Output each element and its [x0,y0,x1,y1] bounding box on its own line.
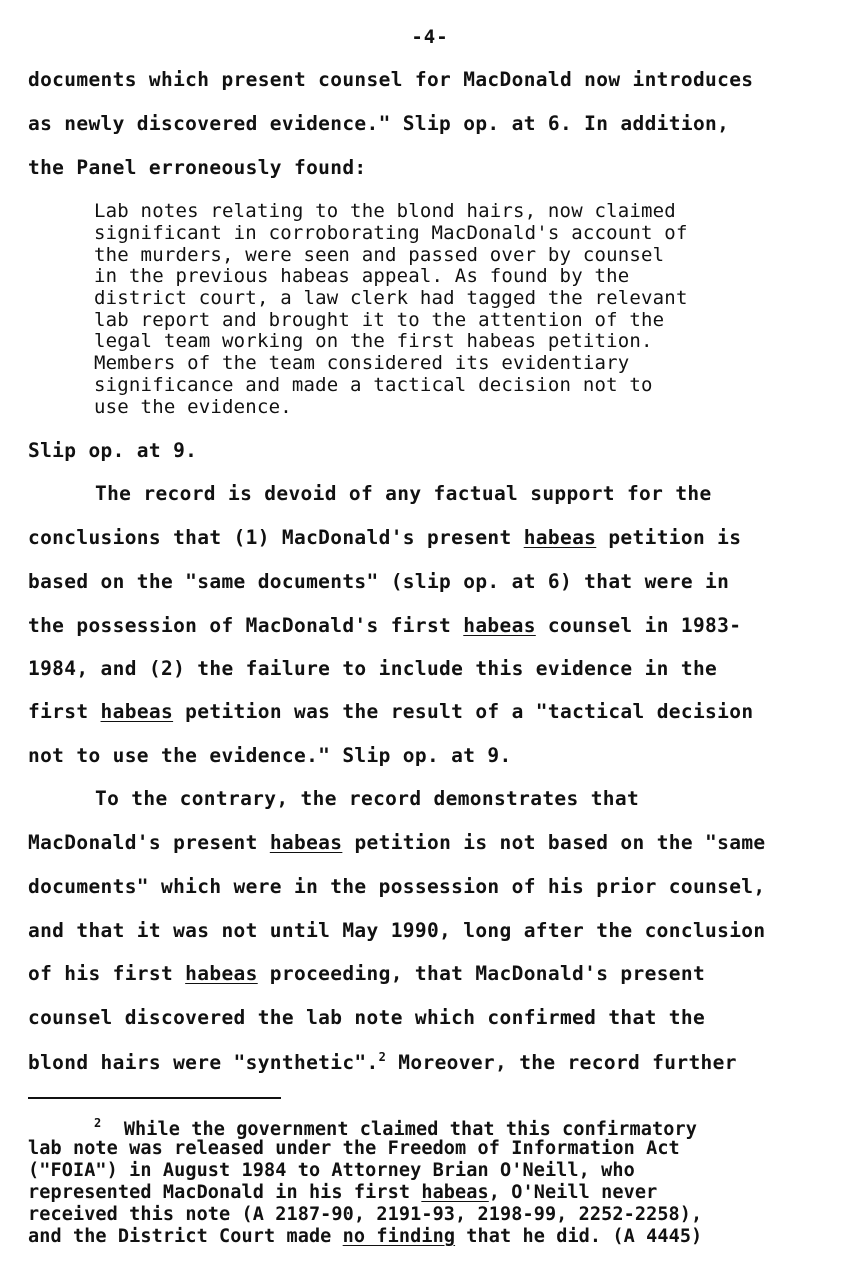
quote-line: Members of the team considered its evidentiary [94,352,630,374]
body-line: the Panel erroneously found: [28,156,367,179]
body-line: documents which present counsel for MacDonald now introduces [28,68,754,91]
footnote-marker: 2 [94,1116,102,1130]
footnote-line: ("FOIA") in August 1984 to Attorney Brian O'Neill, who [28,1160,635,1181]
underlined-term: habeas [523,526,597,549]
body-line: the possession of MacDonald's first habeas counsel in 1983- [28,614,742,637]
quote-line: district court, a law clerk had tagged the relevant [94,287,688,309]
underlined-term: no finding [342,1226,456,1247]
footnote-line: $^2$ While the government claimed that this confirmatory [94,1116,697,1140]
quote-line: lab report and brought it to the attention of the [94,309,665,331]
body-line: blond hairs were "synthetic".$^2$ Moreover, the record further [28,1050,737,1074]
footnote-reference: 2 [378,1050,387,1064]
body-line: based on the "same documents" (slip op. at 6) that were in [28,570,730,593]
body-line: conclusions that (1) MacDonald's present habeas petition is [28,526,742,549]
body-line: as newly discovered evidence." Slip op. at 6. In addition, [28,112,730,135]
quote-line: legal team working on the first habeas petition. [94,330,653,352]
footnote-line: and the District Court made no finding that he did. (A 4445) [28,1226,703,1247]
body-line: and that it was not until May 1990, long after the conclusion [28,919,766,942]
body-line: counsel discovered the lab note which confirmed that the [28,1006,706,1029]
footnote-divider [28,1097,281,1099]
footnote-line: lab note was released under the Freedom of Information Act [28,1138,680,1159]
page-number: -4- [411,26,449,48]
footnote-line: received this note (A 2187-90, 2191-93, 2198-99, 2252-2258), [28,1204,703,1225]
quote-line: use the evidence. [94,396,292,418]
quote-line: significant in corroborating MacDonald's account of [94,222,688,244]
body-line: of his first habeas proceeding, that MacDonald's present [28,962,706,985]
quote-line: significance and made a tactical decision not to [94,374,653,396]
citation: Slip op. at 9. [28,439,198,462]
body-line: MacDonald's present habeas petition is not based on the "same [28,831,766,854]
quote-line: the murders, were seen and passed over by counsel [94,244,665,266]
underlined-term: habeas [421,1182,489,1203]
underlined-term: habeas [185,962,258,985]
body-line: not to use the evidence." Slip op. at 9. [28,744,512,767]
body-line: 1984, and (2) the failure to include this evidence in the [28,657,718,680]
body-line: The record is devoid of any factual support for the [95,482,712,505]
body-line: To the contrary, the record demonstrates that [95,787,640,810]
underlined-term: habeas [100,700,174,723]
quote-line: Lab notes relating to the blond hairs, now claimed [94,200,676,222]
body-line: documents" which were in the possession of his prior counsel, [28,875,766,898]
quote-line: in the previous habeas appeal. As found by the [94,265,630,287]
underlined-term: habeas [269,831,343,854]
footnote-line: represented MacDonald in his first habeas, O'Neill never [28,1182,658,1203]
underlined-term: habeas [463,614,536,637]
body-line: first habeas petition was the result of a "tactical decision [28,700,754,723]
